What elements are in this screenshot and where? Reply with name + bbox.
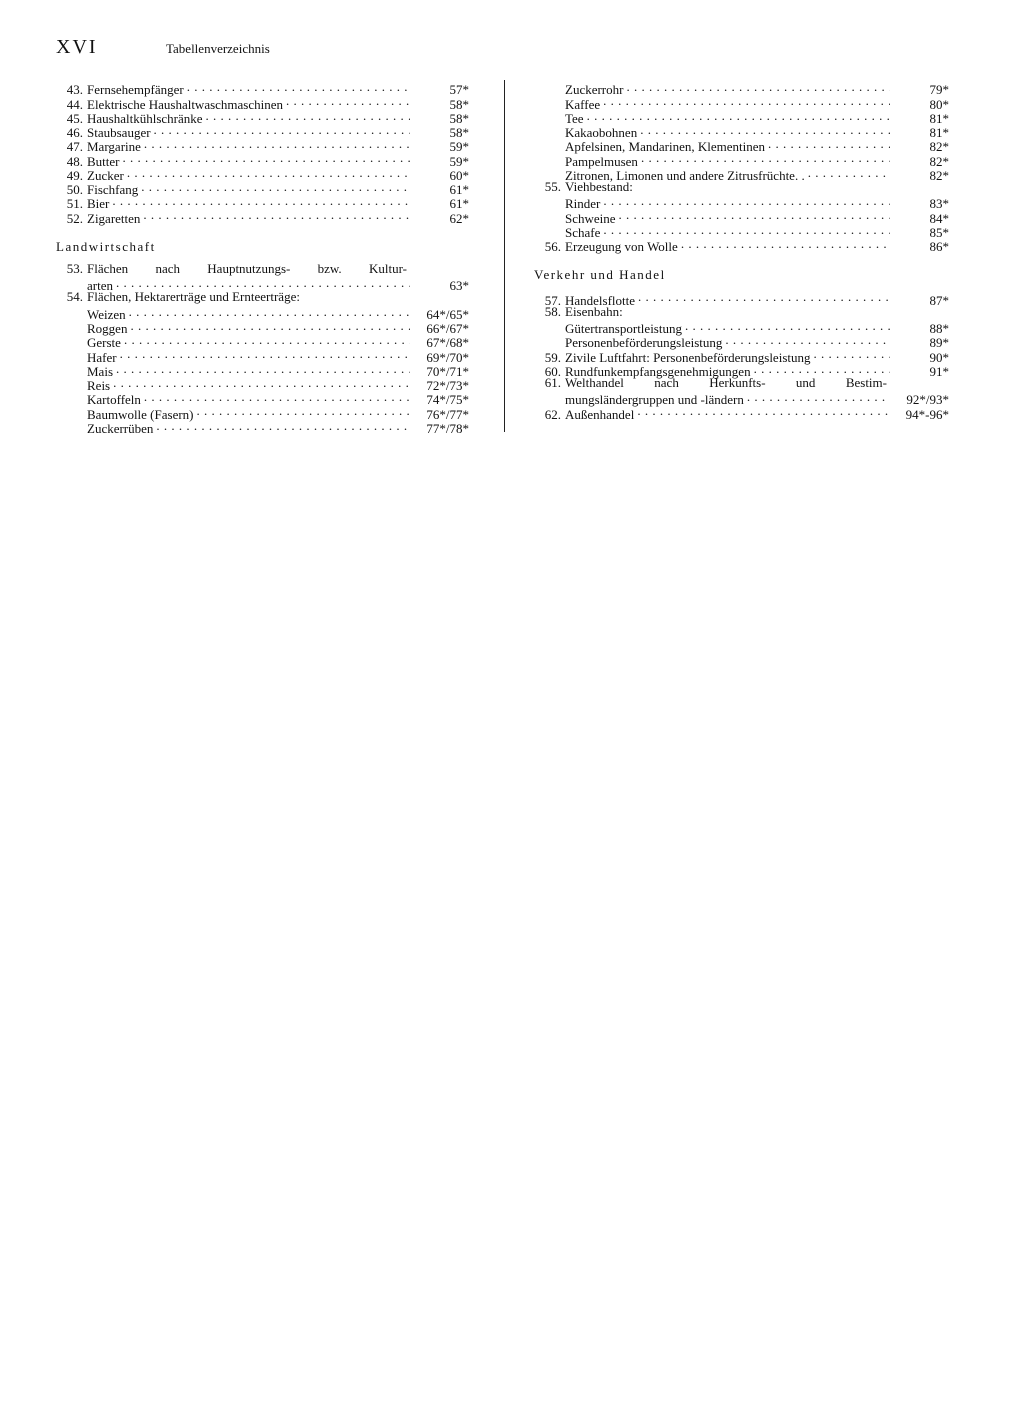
toc-subentry: Kakaobohnen . . . 81* [534, 123, 949, 137]
toc-entry: 54. Flächen, Hektarerträge und Ernteerträge: [66, 289, 300, 305]
toc-entry: 45. Haushaltkühlschränke . . . 58* [56, 109, 469, 123]
toc-subentry: Zuckerrüben . . . 77*/78* [56, 419, 469, 433]
toc-entry: 56. Erzeugung von Wolle . . . 86* [534, 237, 949, 251]
toc-subentry: Kartoffeln . . . 74*/75* [56, 390, 469, 404]
toc-entry: 48. Butter . . . 59* [56, 151, 469, 165]
entry-list-crops [56, 305, 469, 436]
toc-subentry: Weizen . . . 64*/65* [56, 305, 469, 319]
toc-subentry: Zitronen, Limonen und andere Zitrusfrüchte. . . . . 82* [534, 166, 949, 180]
right-column [534, 80, 949, 422]
toc-subentry: Zuckerrohr . . . 79* [534, 80, 949, 94]
toc-entry: 44. Elektrische Haushaltwaschmaschinen . . . 58* [56, 94, 469, 108]
toc-entry-continuation: arten . . . 63* [56, 276, 469, 290]
left-column [56, 80, 469, 436]
toc-entry: 43. Fernsehempfänger . . . 57* [56, 80, 469, 94]
toc-subentry: Mais . . . 70*/71* [56, 362, 469, 376]
toc-entry: 47. Margarine . . . 59* [56, 137, 469, 151]
toc-entry: 58. Eisenbahn: [544, 303, 623, 319]
toc-entry: 52. Zigaretten . . . 62* [56, 208, 469, 222]
page-number-roman: XVI [56, 36, 98, 58]
entry-list-consumer [56, 80, 469, 226]
toc-subentry: Rinder . . . 83* [534, 194, 949, 208]
toc-subentry: Schafe . . . 85* [534, 223, 949, 237]
toc-entry: 61. Welthandel nach Herkunfts- und Bestim- [544, 374, 887, 390]
toc-subentry: Roggen . . . 66*/67* [56, 319, 469, 333]
toc-subentry: Schweine . . . 84* [534, 208, 949, 222]
toc-subentry: Gerste . . . 67*/68* [56, 333, 469, 347]
toc-entry: 59. Zivile Luftfahrt: Personenbeförderungsleistung . . . 90* [534, 347, 949, 361]
toc-entry: 60. Rundfunkempfangsgenehmigungen . . . 91* [534, 362, 949, 376]
entry-list-livestock [534, 194, 949, 240]
toc-subentry: Personenbeförderungsleistung . . . 89* [534, 333, 949, 347]
toc-entry: 57. Handelsflotte . . . 87* [534, 290, 949, 304]
toc-entry: 50. Fischfang . . . 61* [56, 180, 469, 194]
toc-entry-continuation: mungsländergruppen und -ländern . . . 92*/93* [534, 390, 949, 404]
section-heading-landwirtschaft: Landwirtschaft [56, 238, 156, 254]
entry-list-tropical-crops [534, 80, 949, 183]
toc-subentry: Reis . . . 72*/73* [56, 376, 469, 390]
toc-entry: 53. Flächen nach Hauptnutzungs- bzw. Kultur- [66, 260, 407, 276]
column-divider [504, 80, 505, 432]
toc-subentry: Baumwolle (Fasern) . . . 76*/77* [56, 404, 469, 418]
section-heading-verkehr-handel: Verkehr und Handel [534, 267, 666, 282]
toc-entry: 49. Zucker . . . 60* [56, 166, 469, 180]
toc-entry: 55. Viehbestand: [544, 178, 633, 194]
page-header [56, 36, 270, 58]
toc-subentry: Kaffee . . . 80* [534, 94, 949, 108]
toc-subentry: Gütertransportleistung . . . 88* [534, 319, 949, 333]
toc-subentry: Hafer . . . 69*/70* [56, 347, 469, 361]
toc-subentry: Pampelmusen . . . 82* [534, 151, 949, 165]
toc-entry: 62. Außenhandel . . . 94*-96* [534, 404, 949, 418]
toc-entry: 46. Staubsauger . . . 58* [56, 123, 469, 137]
toc-entry: 51. Bier . . . 61* [56, 194, 469, 208]
running-title: Tabellenverzeichnis [166, 41, 270, 56]
toc-subentry: Tee . . . 81* [534, 109, 949, 123]
toc-subentry: Apfelsinen, Mandarinen, Klementinen . . . 82* [534, 137, 949, 151]
